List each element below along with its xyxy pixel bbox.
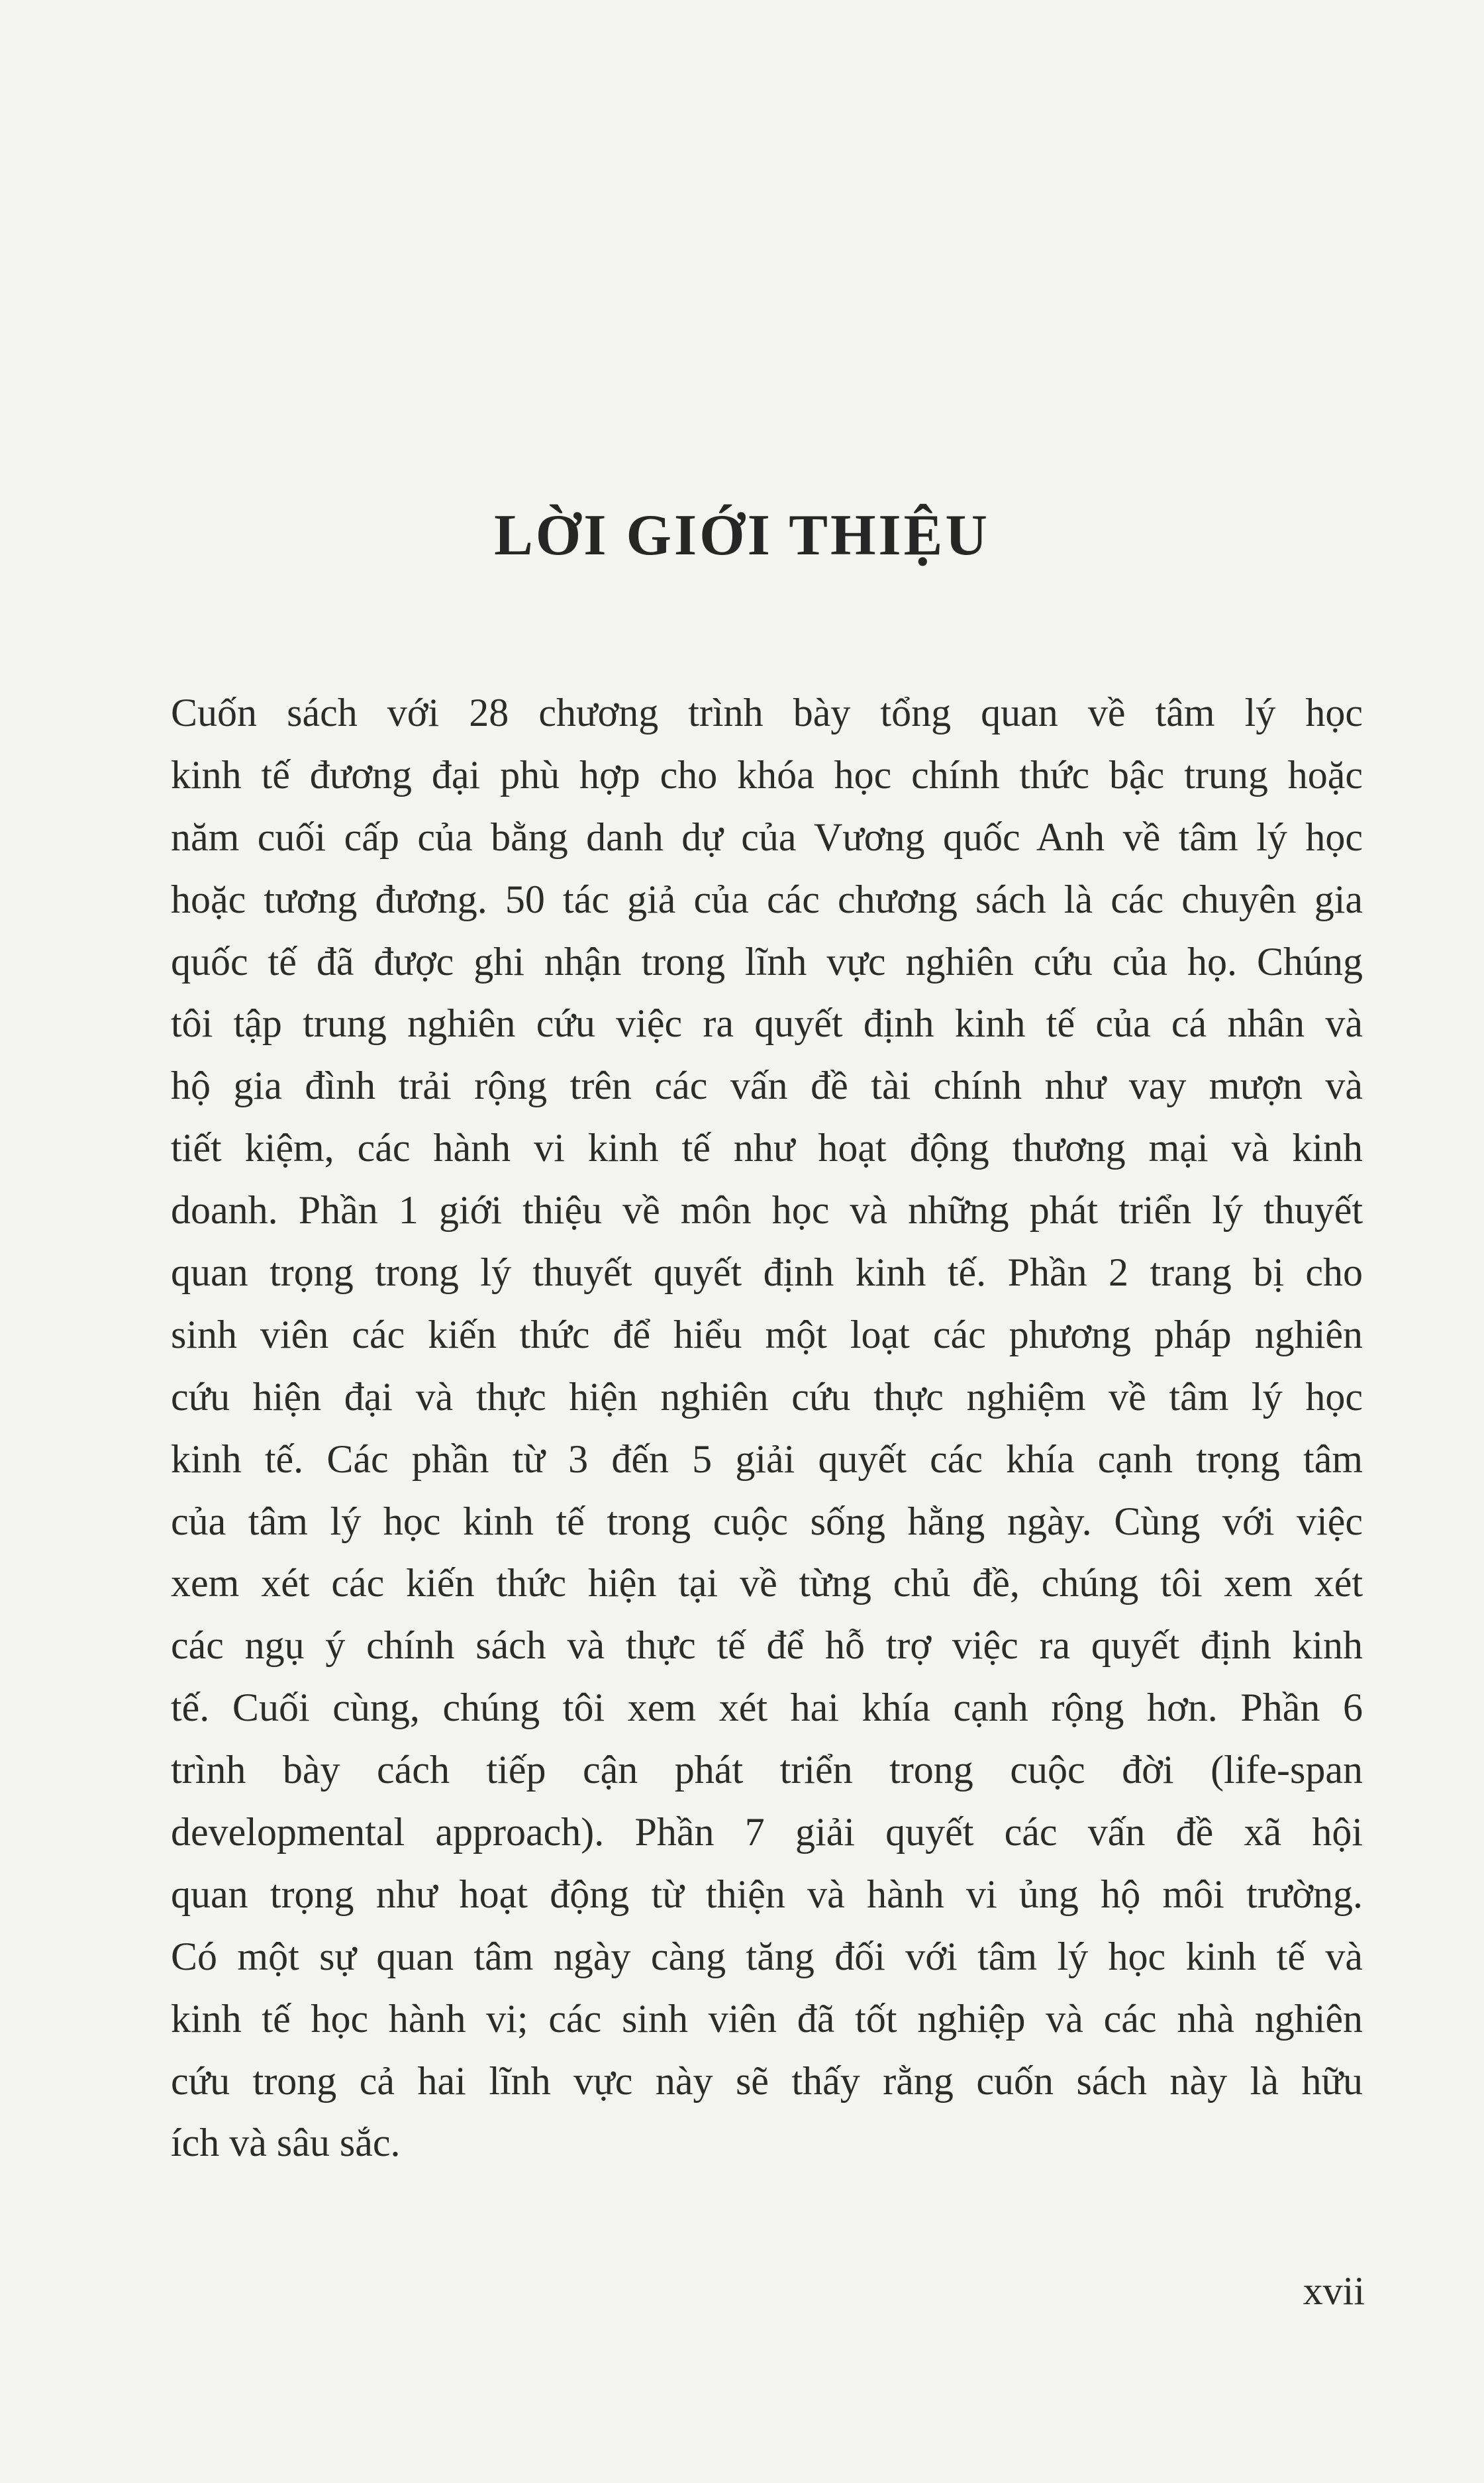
paragraph-line: Cuốn sách với 28 chương trình bày tổng quan về tâm lý học	[171, 691, 1363, 735]
paragraph-line: quan trọng như hoạt động từ thiện và hành vi ủng hộ môi trường.	[171, 1872, 1363, 1916]
paragraph-line: kinh tế. Các phần từ 3 đến 5 giải quyết các khía cạnh trọng tâm	[171, 1437, 1363, 1481]
page-title: LỜI GIỚI THIỆU	[494, 503, 990, 568]
paragraph-line: cứu trong cả hai lĩnh vực này sẽ thấy rằng cuốn sách này là hữu	[171, 2058, 1363, 2103]
paragraph-line: doanh. Phần 1 giới thiệu về môn học và những phát triển lý thuyết	[171, 1188, 1363, 1233]
paragraph-line: trình bày cách tiếp cận phát triển trong cuộc đời (life-span	[171, 1748, 1363, 1792]
paragraph-line: các ngụ ý chính sách và thực tế để hỗ trợ việc ra quyết định kinh	[171, 1623, 1363, 1668]
paragraph-line: kinh tế đương đại phù hợp cho khóa học chính thức bậc trung hoặc	[171, 752, 1363, 797]
paragraph-line: sinh viên các kiến thức để hiểu một loạt các phương pháp nghiên	[171, 1312, 1363, 1356]
paragraph-line: tôi tập trung nghiên cứu việc ra quyết định kinh tế của cá nhân và	[171, 1001, 1363, 1046]
paragraph-line: quan trọng trong lý thuyết quyết định kinh tế. Phần 2 trang bị cho	[171, 1250, 1363, 1295]
paragraph-line: hoặc tương đương. 50 tác giả của các chương sách là các chuyên gia	[171, 877, 1363, 921]
paragraph-line: Có một sự quan tâm ngày càng tăng đối với tâm lý học kinh tế và	[171, 1934, 1363, 1978]
paragraph-line: xem xét các kiến thức hiện tại về từng chủ đề, chúng tôi xem xét	[171, 1561, 1363, 1605]
paragraph-line: của tâm lý học kinh tế trong cuộc sống hằng ngày. Cùng với việc	[171, 1499, 1363, 1543]
paragraph-line: năm cuối cấp của bằng danh dự của Vương quốc Anh về tâm lý học	[171, 815, 1363, 859]
introduction-paragraph	[171, 682, 1363, 2174]
paragraph-line: cứu hiện đại và thực hiện nghiên cứu thực nghiệm về tâm lý học	[171, 1374, 1363, 1419]
paragraph-line: tế. Cuối cùng, chúng tôi xem xét hai khía cạnh rộng hơn. Phần 6	[171, 1686, 1363, 1730]
paragraph-line: tiết kiệm, các hành vi kinh tế như hoạt động thương mại và kinh	[171, 1126, 1363, 1170]
paragraph-line: developmental approach). Phần 7 giải quyết các vấn đề xã hội	[171, 1810, 1363, 1854]
page-number: xvii	[1303, 2269, 1365, 2313]
paragraph-line: hộ gia đình trải rộng trên các vấn đề tài chính như vay mượn và	[171, 1064, 1363, 1108]
paragraph-line: quốc tế đã được ghi nhận trong lĩnh vực nghiên cứu của họ. Chúng	[171, 939, 1363, 984]
paragraph-line: kinh tế học hành vi; các sinh viên đã tốt nghiệp và các nhà nghiên	[171, 1996, 1363, 2041]
paragraph-line: ích và sâu sắc.	[171, 2121, 401, 2165]
